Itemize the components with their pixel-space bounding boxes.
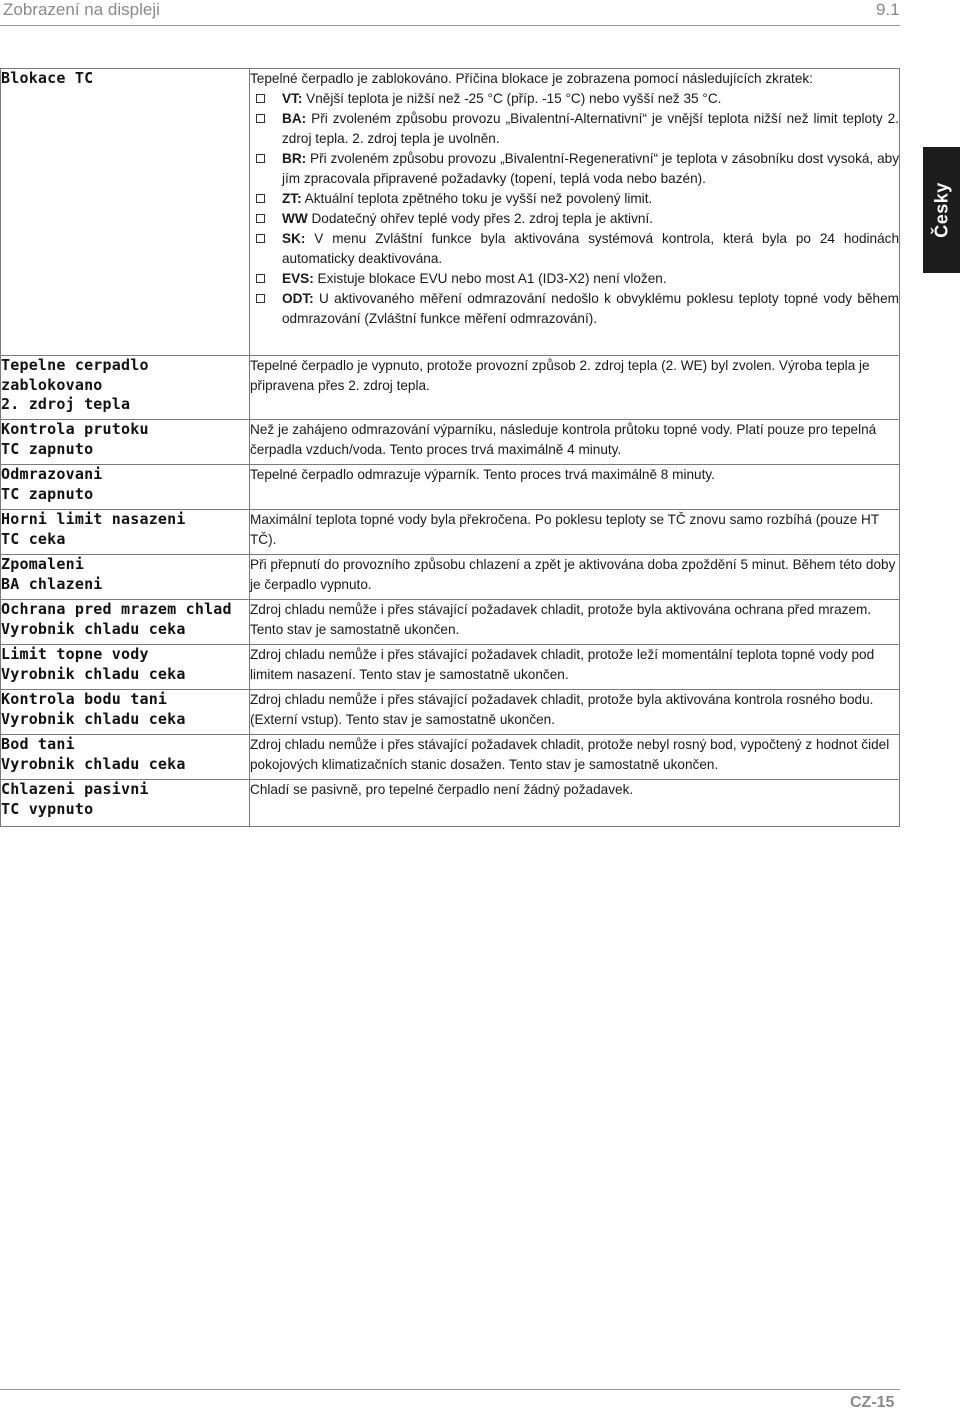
- description-cell: [250, 356, 900, 420]
- display-line: zablokovano: [1, 375, 103, 394]
- header-title: Zobrazení na displeji: [3, 0, 160, 19]
- table-row: [1, 420, 900, 465]
- table-row: [1, 690, 900, 735]
- display-text: [1, 510, 250, 555]
- display-line: Bod tani: [1, 735, 75, 753]
- list-item: [250, 89, 899, 109]
- list-item: [250, 269, 899, 289]
- display-line: Vyrobnik chladu ceka: [1, 754, 186, 773]
- display-line: Limit topne vody: [1, 645, 149, 663]
- display-text: [1, 555, 250, 600]
- description-cell: [250, 780, 900, 827]
- description-text: Než je zahájeno odmrazování výparníku, následuje kontrola průtoku topné vody. Platí pouze pro tepelná čerpadla vzduch/voda. Tento proces trvá maximálně 4 minuty.: [250, 422, 877, 457]
- display-line: Vyrobnik chladu ceka: [1, 709, 186, 728]
- display-line: Blokace TC: [1, 69, 94, 87]
- display-line: TC vypnuto: [1, 799, 94, 818]
- display-line: Vyrobnik chladu ceka: [1, 619, 186, 638]
- display-line: TC ceka: [1, 529, 66, 548]
- bullet-square-icon: [256, 274, 265, 283]
- table-row: [1, 780, 900, 827]
- list-item: [250, 229, 899, 269]
- description-text: Zdroj chladu nemůže i přes stávající požadavek chladit, protože nebyl rosný bod, vypočtený z hodnot čidel pokojových klimatizačních stanic dosažen. Tento stav je samostatně ukončen.: [250, 737, 890, 772]
- abbreviation-text: Vnější teplota je nižší než -25 °C (příp. -15 °C) nebo vyšší než 35 °C.: [302, 91, 722, 106]
- display-line: Zpomaleni: [1, 555, 85, 573]
- list-item: [250, 149, 899, 189]
- display-text: [1, 69, 250, 356]
- abbreviation-text: U aktivovaného měření odmrazování nedošlo k obvyklému poklesu teploty topné vody během odmrazování (Zvláštní funkce měření odmrazování).: [282, 291, 899, 326]
- bullet-square-icon: [256, 114, 265, 123]
- display-line: TC zapnuto: [1, 439, 94, 458]
- description-text: Při přepnutí do provozního způsobu chlazení a zpět je aktivována doba zpoždění 5 minut. Během této doby je čerpadlo vypnuto.: [250, 557, 896, 592]
- description-text: Tepelné čerpadlo odmrazuje výparník. Tento proces trvá maximálně 8 minuty.: [250, 467, 715, 482]
- description-cell: [250, 690, 900, 735]
- language-tab: [923, 147, 960, 273]
- description-cell: [250, 510, 900, 555]
- abbreviation: EVS:: [282, 271, 314, 286]
- abbreviation-text: V menu Zvláštní funkce byla aktivována systémová kontrola, která byla po 24 hodinách automaticky deaktivována.: [282, 231, 899, 266]
- list-item: [250, 289, 899, 329]
- bullet-square-icon: [256, 94, 265, 103]
- display-line: Ochrana pred mrazem chlad: [1, 600, 232, 618]
- description-cell: [250, 555, 900, 600]
- bullet-square-icon: [256, 294, 265, 303]
- abbreviation: SK:: [282, 231, 306, 246]
- display-text: [1, 356, 250, 420]
- abbreviation-text: Existuje blokace EVU nebo most A1 (ID3-X2) není vložen.: [313, 271, 667, 286]
- description-text: Zdroj chladu nemůže i přes stávající požadavek chladit, protože byla aktivována kontrola rosného bodu. (Externí vstup). Tento stav je samostatně ukončen.: [250, 692, 874, 727]
- bullet-square-icon: [256, 214, 265, 223]
- footer-divider: [0, 1389, 900, 1390]
- description-text: Zdroj chladu nemůže i přes stávající požadavek chladit, protože leží momentální teplota topné vody pod limitem nasazení. Tento stav je samostatně ukončen.: [250, 647, 875, 682]
- page-number: CZ-15: [850, 1394, 895, 1411]
- description-cell: [250, 420, 900, 465]
- description-cell: [250, 465, 900, 510]
- table-row: [1, 510, 900, 555]
- abbreviation: ZT:: [282, 191, 302, 206]
- abbreviation-text: Aktuální teplota zpětného toku je vyšší než povolený limit.: [301, 191, 653, 206]
- description-intro: Tepelné čerpadlo je zablokováno. Příčina blokace je zobrazena pomocí následujících zkratek:: [250, 71, 813, 86]
- table-row: [1, 645, 900, 690]
- abbreviation: VT:: [282, 91, 303, 106]
- display-text: [1, 420, 250, 465]
- table-row: [1, 600, 900, 645]
- description-cell: [250, 645, 900, 690]
- table-row: [1, 555, 900, 600]
- display-text: [1, 645, 250, 690]
- display-line: Chlazeni pasivni: [1, 780, 149, 798]
- abbreviation-text: Při zvoleném způsobu provozu „Bivalentní-Alternativní“ je vnější teplota nižší než limit teploty 2. zdroj tepla. 2. zdroj tepla je uvolněn.: [282, 111, 899, 146]
- table-row: [1, 356, 900, 420]
- description-text: Chladí se pasivně, pro tepelné čerpadlo není žádný požadavek.: [250, 782, 634, 797]
- bullet-square-icon: [256, 154, 265, 163]
- abbreviation-text: Při zvoleném způsobu provozu „Bivalentní-Regenerativní“ je teplota v zásobníku dost vysoká, aby jím zpracovala připravené požadavky (topení, teplá voda nebo bazén).: [282, 151, 899, 186]
- display-line: Odmrazovani: [1, 465, 103, 483]
- display-line: TC zapnuto: [1, 484, 94, 503]
- list-item: [250, 189, 899, 209]
- section-number: 9.1: [876, 0, 900, 19]
- description-text: Zdroj chladu nemůže i přes stávající požadavek chladit, protože byla aktivována ochrana před mrazem. Tento stav je samostatně ukončen.: [250, 602, 872, 637]
- display-text: [1, 735, 250, 780]
- display-text: [1, 780, 250, 827]
- display-text: [1, 465, 250, 510]
- display-text: [1, 690, 250, 735]
- abbreviation-text: Dodatečný ohřev teplé vody přes 2. zdroj tepla je aktivní.: [307, 211, 653, 226]
- display-messages-table: [0, 68, 900, 827]
- display-text: [1, 600, 250, 645]
- description-text: Maximální teplota topné vody byla překročena. Po poklesu teploty se TČ znovu samo rozbíhá (pouze HT TČ).: [250, 512, 879, 547]
- display-line: 2. zdroj tepla: [1, 395, 131, 413]
- display-line: Vyrobnik chladu ceka: [1, 664, 186, 683]
- display-line: Horni limit nasazeni: [1, 510, 186, 528]
- language-tab-label: Česky: [931, 182, 951, 238]
- abbreviation: BR:: [282, 151, 307, 166]
- description-cell: [250, 735, 900, 780]
- table-row: [1, 465, 900, 510]
- list-item: [250, 109, 899, 149]
- description-text: Tepelné čerpadlo je vypnuto, protože provozní způsob 2. zdroj tepla (2. WE) byl zvolen. Výroba tepla je připravena přes 2. zdroj tepla.: [250, 358, 870, 393]
- header-divider: [0, 25, 900, 26]
- description-cell: [250, 69, 900, 356]
- bullet-square-icon: [256, 234, 265, 243]
- display-line: Kontrola prutoku: [1, 420, 149, 438]
- display-line: Kontrola bodu tani: [1, 690, 168, 708]
- abbreviation: BA:: [282, 111, 307, 126]
- bullet-square-icon: [256, 194, 265, 203]
- display-line: Tepelne cerpadlo: [1, 356, 149, 374]
- abbreviation: ODT:: [282, 291, 314, 306]
- table-row: [1, 735, 900, 780]
- abbreviation: WW: [282, 211, 308, 226]
- description-cell: [250, 600, 900, 645]
- table-row: [1, 69, 900, 356]
- list-item: [250, 209, 899, 229]
- display-line: BA chlazeni: [1, 574, 103, 593]
